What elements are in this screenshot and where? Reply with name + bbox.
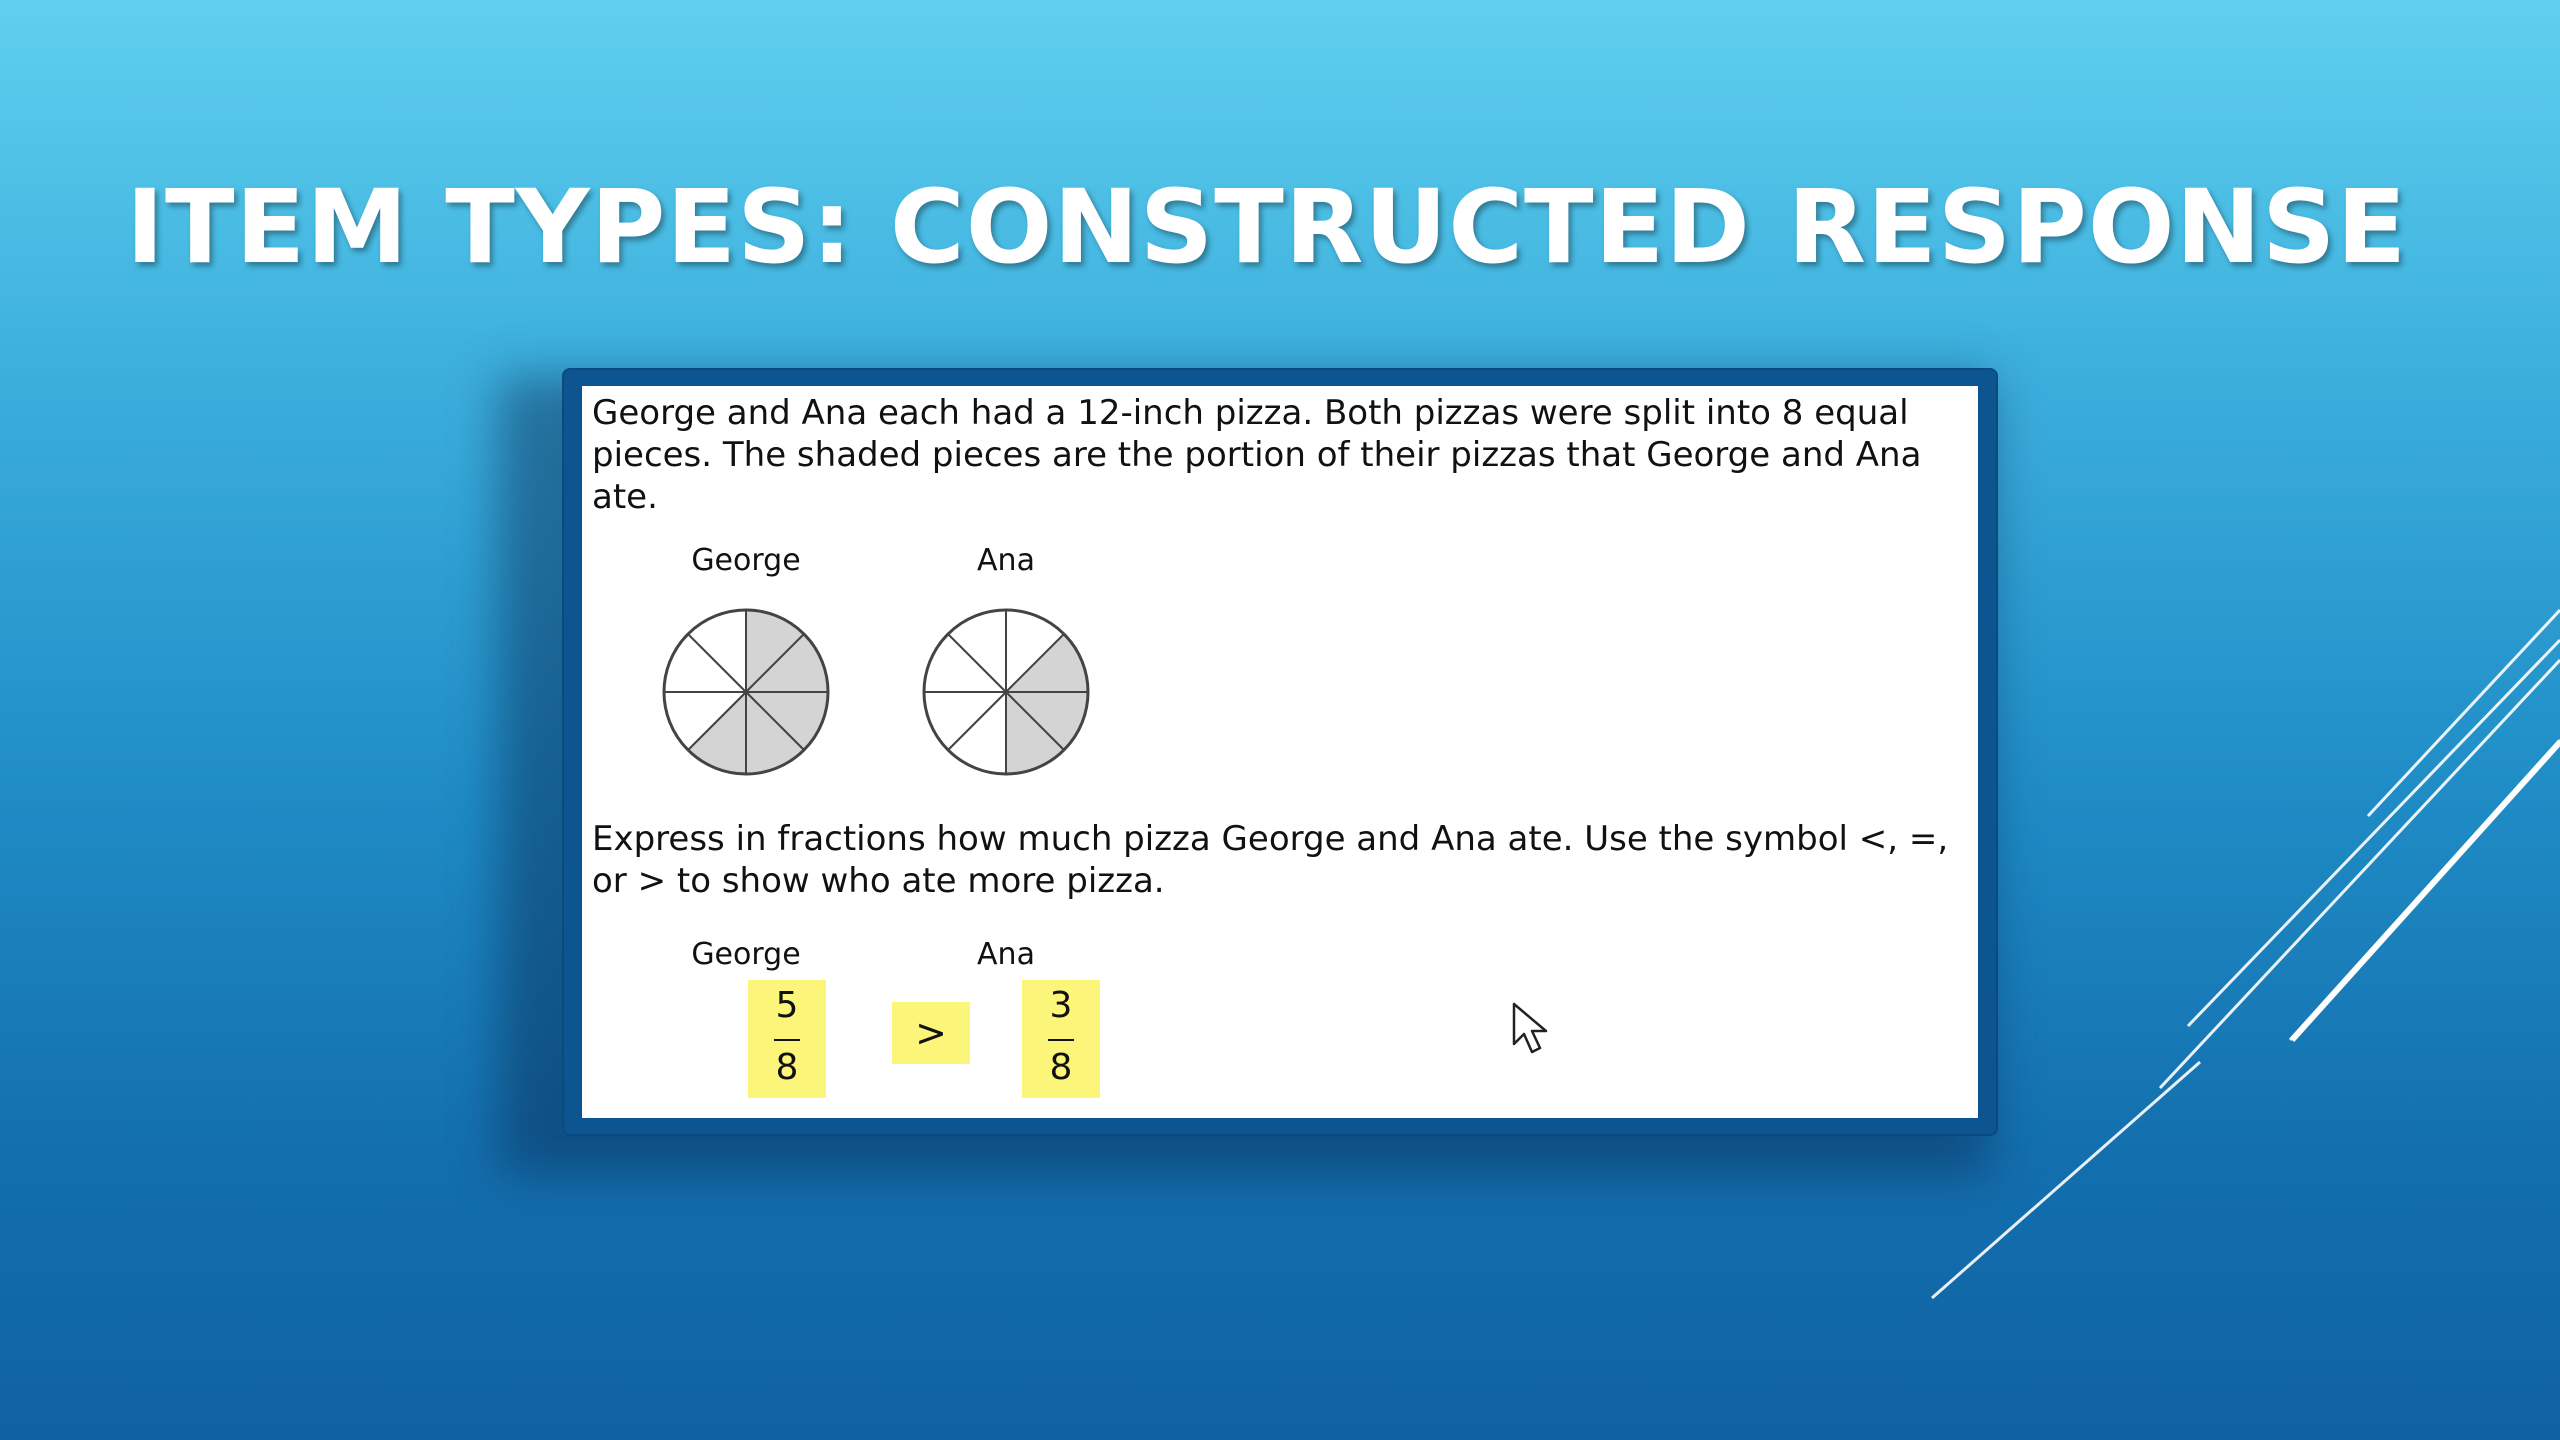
pizza-ana-diagram	[916, 602, 1096, 782]
pizza-label-ana: Ana	[977, 543, 1035, 578]
fraction-numerator: 5	[775, 985, 799, 1026]
answer-fraction-george[interactable]	[748, 980, 826, 1098]
fraction-bar	[1048, 1039, 1074, 1041]
fraction-denominator: 8	[1049, 1047, 1073, 1088]
fraction-numerator: 3	[1049, 985, 1073, 1026]
deco-line	[2368, 610, 2560, 816]
deco-line	[2188, 640, 2560, 1026]
item-question-text: Express in fractions how much pizza George and Ana ate. Use the symbol <, =, or > to show who ate more pizza.	[592, 819, 1949, 901]
pizza-george-diagram	[656, 602, 836, 782]
item-panel	[582, 386, 1978, 1118]
arrow-cursor-icon	[1510, 1000, 1566, 1060]
pizza-label-george: George	[691, 543, 801, 578]
item-screenshot-frame	[564, 370, 1996, 1134]
deco-line	[2290, 740, 2560, 1040]
item-prompt-text: George and Ana each had a 12-inch pizza. Both pizzas were split into 8 equal pieces. The shaded pieces are the portion of their pizzas that George and Ana ate.	[592, 393, 1922, 517]
deco-line	[2160, 660, 2560, 1088]
answer-symbol-box[interactable]: >	[892, 1002, 970, 1064]
answer-fraction-ana[interactable]	[1022, 980, 1100, 1098]
answer-label-ana: Ana	[977, 937, 1035, 972]
fraction-denominator: 8	[775, 1047, 799, 1088]
answer-label-george: George	[691, 937, 801, 972]
deco-line-thick	[2292, 742, 2560, 1040]
fraction-bar	[774, 1039, 800, 1041]
slide-title: ITEM TYPES: CONSTRUCTED RESPONSE	[126, 168, 2408, 287]
